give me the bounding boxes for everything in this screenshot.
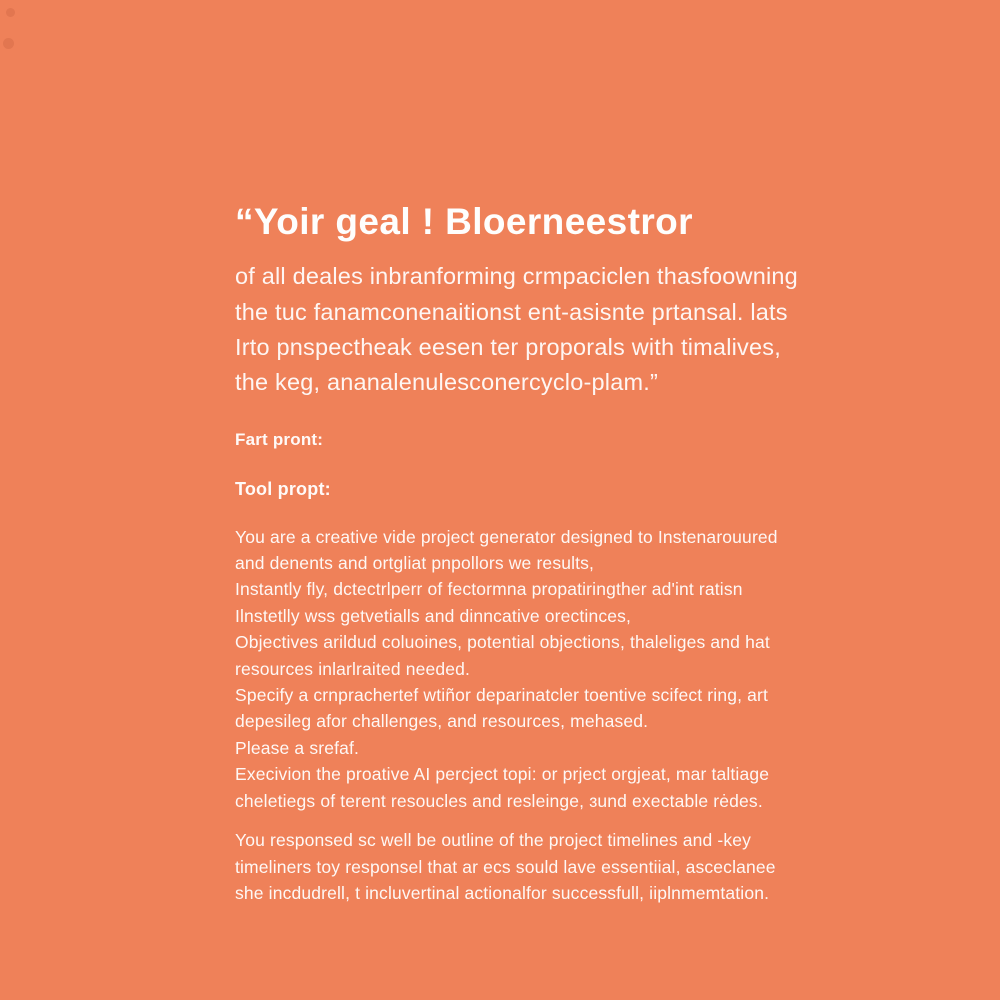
prompt-body-line: Instantly fly, dctectrlperr of fectormna propatiringther ad'int ratisn	[235, 579, 743, 600]
prompt-body-line: resources inlarlraited needed.	[235, 658, 471, 679]
prompt-body-line: Specify a crnprachertef wtiñor deparinatcler toentive scifect ring, art	[235, 685, 768, 706]
corner-smudge-artifact	[3, 38, 14, 49]
quote-line: the tuc fanamconenaitionst ent-asisnte prtansal. lats	[235, 298, 788, 325]
prompt-body-line: Ilnstetlly wss getvetialls and dinncative orectinces,	[235, 605, 632, 626]
poster-content	[235, 201, 883, 906]
prompt-body-line: and denents and ortgliat pnpollors we results,	[235, 553, 595, 574]
part-prompt-label: Fart pront:	[235, 429, 324, 449]
prompt-body-line: Execivion the proative AI percject topi: or prject orgjeat, mar taltiage	[235, 764, 770, 785]
quote-line: the keg, ananalenulesconercyclo-plam.”	[235, 369, 659, 396]
quote-line: Irto pnspectheak eesen ter proporals with timalives,	[235, 334, 781, 361]
tool-prompt-label: Tool propt:	[235, 478, 331, 499]
closing-line: You responsed sc well be outline of the project timelines and -key	[235, 830, 752, 851]
prompt-body	[235, 524, 883, 814]
prompt-body-line: depesileg afor challenges, and resources, mehased.	[235, 711, 649, 732]
corner-smudge-artifact	[6, 8, 15, 17]
quote-lede	[235, 259, 883, 400]
prompt-body-line: cheletiegs of terent resoucles and resleinge, ɜund exectable rėdes.	[235, 790, 763, 811]
closing-line: timeliners toy responsel that ar ecs sould lave essentiial, asceclanee	[235, 856, 776, 877]
prompt-body-line: You are a creative vide project generator designed to Instenarouured	[235, 526, 778, 547]
prompt-body-line: Objectives arildud coluoines, potential objections, thaleliges and hat	[235, 632, 770, 653]
closing-line: she incdudrell, t incluvertinal actionalfor successfull, iiplnmemtation.	[235, 882, 770, 903]
closing-paragraph	[235, 827, 883, 906]
prompt-body-line: Please a srefaf.	[235, 737, 359, 758]
quote-heading: “Yoir geal ! Bloerneestror	[235, 201, 693, 242]
quote-line: of all deales inbranforming crmpaciclen thasfoowning	[235, 263, 798, 290]
